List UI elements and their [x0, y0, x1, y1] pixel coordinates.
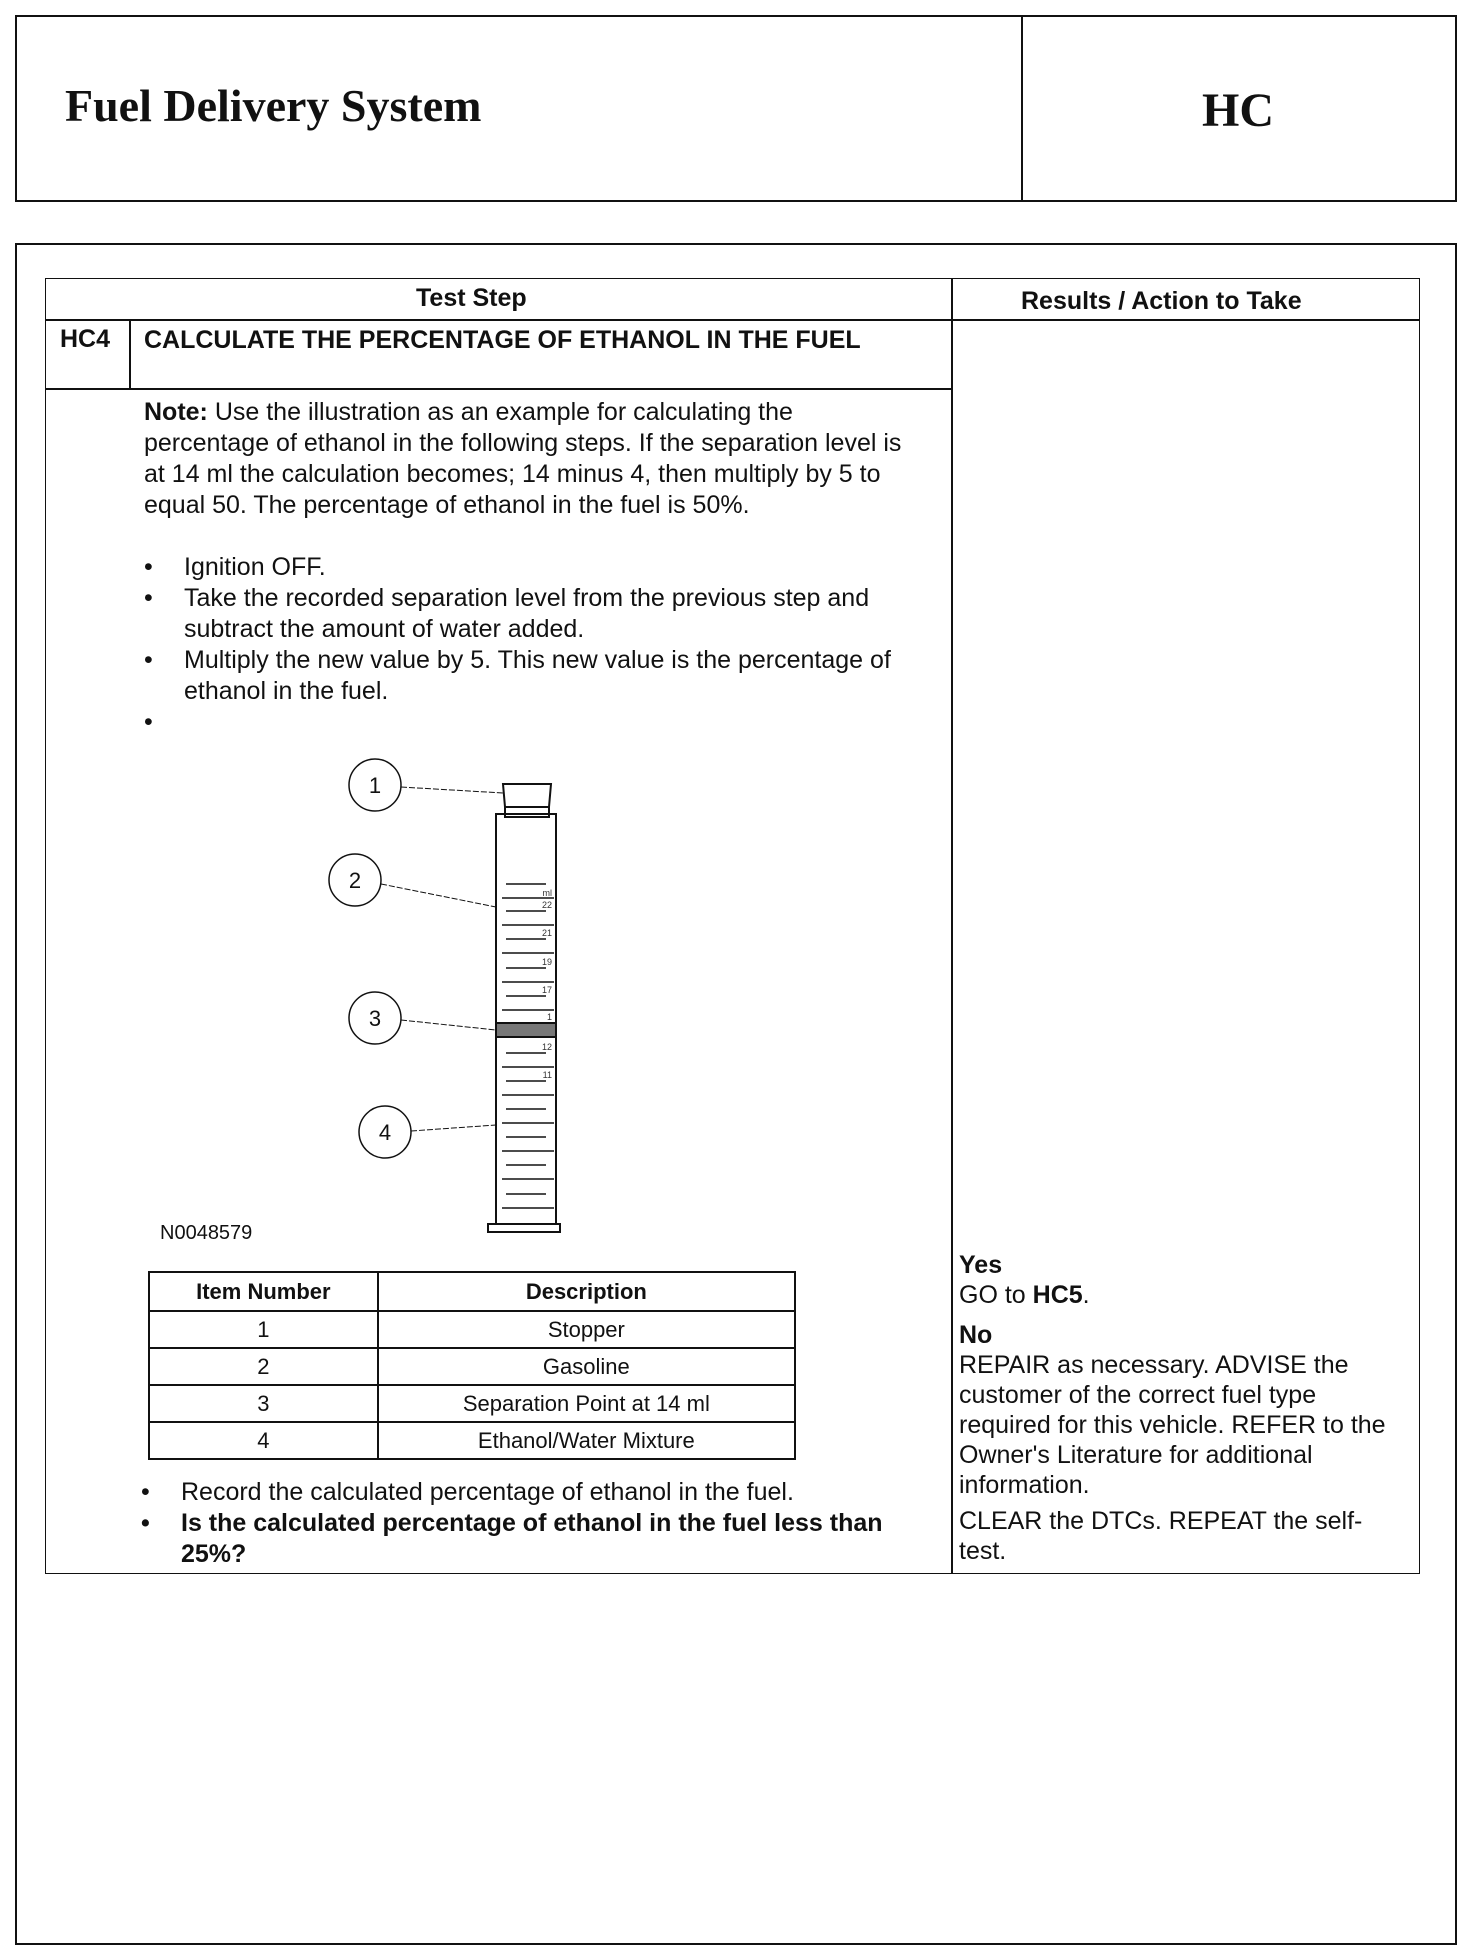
scale-label: 19 [541, 957, 552, 967]
stopper [503, 784, 551, 807]
note [144, 397, 924, 521]
callout-3: 3 [368, 1006, 382, 1031]
note-text: Use the illustration as an example for calculating the percentage of ethanol in the following steps. If the separation level is at 14 ml the calculation becomes; 14 minus 4, then multiply by 5 to equal 50. The percentage of ethanol in the fuel is 50%. [144, 398, 902, 519]
figure-id: N0048579 [160, 1222, 253, 1244]
scale-label: ml [542, 888, 552, 898]
section-code: HC [1202, 84, 1274, 137]
bullet-item: • Take the recorded separation level from the previous step and subtract the amount of water added. [144, 584, 870, 643]
col-test-step: Test Step [416, 284, 527, 312]
step-id: HC4 [60, 325, 111, 353]
yes-label: Yes [959, 1251, 1003, 1279]
no-label: No [959, 1321, 993, 1349]
col-results: Results / Action to Take [1021, 287, 1302, 315]
scale-label: 17 [541, 985, 552, 995]
table-row: 1 Stopper [149, 1311, 795, 1348]
table-row: 2 Gasoline [149, 1348, 795, 1385]
scale-label: 22 [541, 900, 552, 910]
table-row: 3 Separation Point at 14 ml [149, 1385, 795, 1422]
items-table [148, 1271, 796, 1460]
callout-2: 2 [348, 868, 362, 893]
callout-4: 4 [378, 1120, 392, 1145]
bullet-item: • Ignition OFF. [144, 553, 326, 581]
step-title-divider [46, 388, 951, 390]
items-header: Item Number [149, 1272, 378, 1311]
scale-label: 12 [541, 1042, 552, 1052]
scale-label: 21 [541, 928, 552, 938]
question-bullet: • Is the calculated percentage of ethanol in the fuel less than 25%? [141, 1509, 883, 1568]
step-id-divider [129, 319, 131, 388]
table-row: 4 Ethanol/Water Mixture [149, 1422, 795, 1459]
column-divider [951, 279, 953, 1573]
scale-label: 11 [542, 1070, 552, 1080]
step-title: CALCULATE THE PERCENTAGE OF ETHANOL IN THE FUEL [144, 326, 861, 354]
items-header: Description [378, 1272, 795, 1311]
bullet-item: • Record the calculated percentage of ethanol in the fuel. [141, 1478, 794, 1506]
note-label: Note: [144, 398, 208, 426]
test-step-table: Test Step Results / Action to Take HC4 CALCULATE THE PERCENTAGE OF ETHANOL IN THE FUEL Note: Use the illustration as an example for calculating the percentage of ethanol in the following steps. If the separation level is at 14 ml the calculation becomes; 14 minus 4, then multiply by 5 to equal 50. The percentage of ethanol in the fuel is 50%. • Ignition OFF. • Take the recorded separation level from the previous step and subtract the amount of water added. • Multiply the new value by 5. This new value is the percentage of ethanol in the fuel. • [45, 278, 1420, 1574]
link-hc5[interactable]: HC5 [1032, 1281, 1083, 1309]
callout-1: 1 [368, 773, 382, 798]
page-title: Fuel Delivery System [65, 80, 482, 131]
header-divider [1021, 17, 1023, 200]
result-yes: Yes GO to HC5. [959, 1251, 1090, 1309]
result-no: No REPAIR as necessary. ADVISE the customer of the correct fuel type required for this vehicle. REFER to the Owner's Literature for additional information. CLEAR the DTCs. REPEAT the self-test. [959, 1321, 1386, 1565]
header-divider [46, 319, 1419, 321]
separation-band [496, 1023, 556, 1037]
bullet-item: • Multiply the new value by 5. This new value is the percentage of ethanol in the fuel. [144, 646, 891, 705]
page-header [15, 15, 1457, 202]
scale-label: 1 [546, 1012, 552, 1022]
graduated-cylinder-illustration [320, 750, 600, 1250]
